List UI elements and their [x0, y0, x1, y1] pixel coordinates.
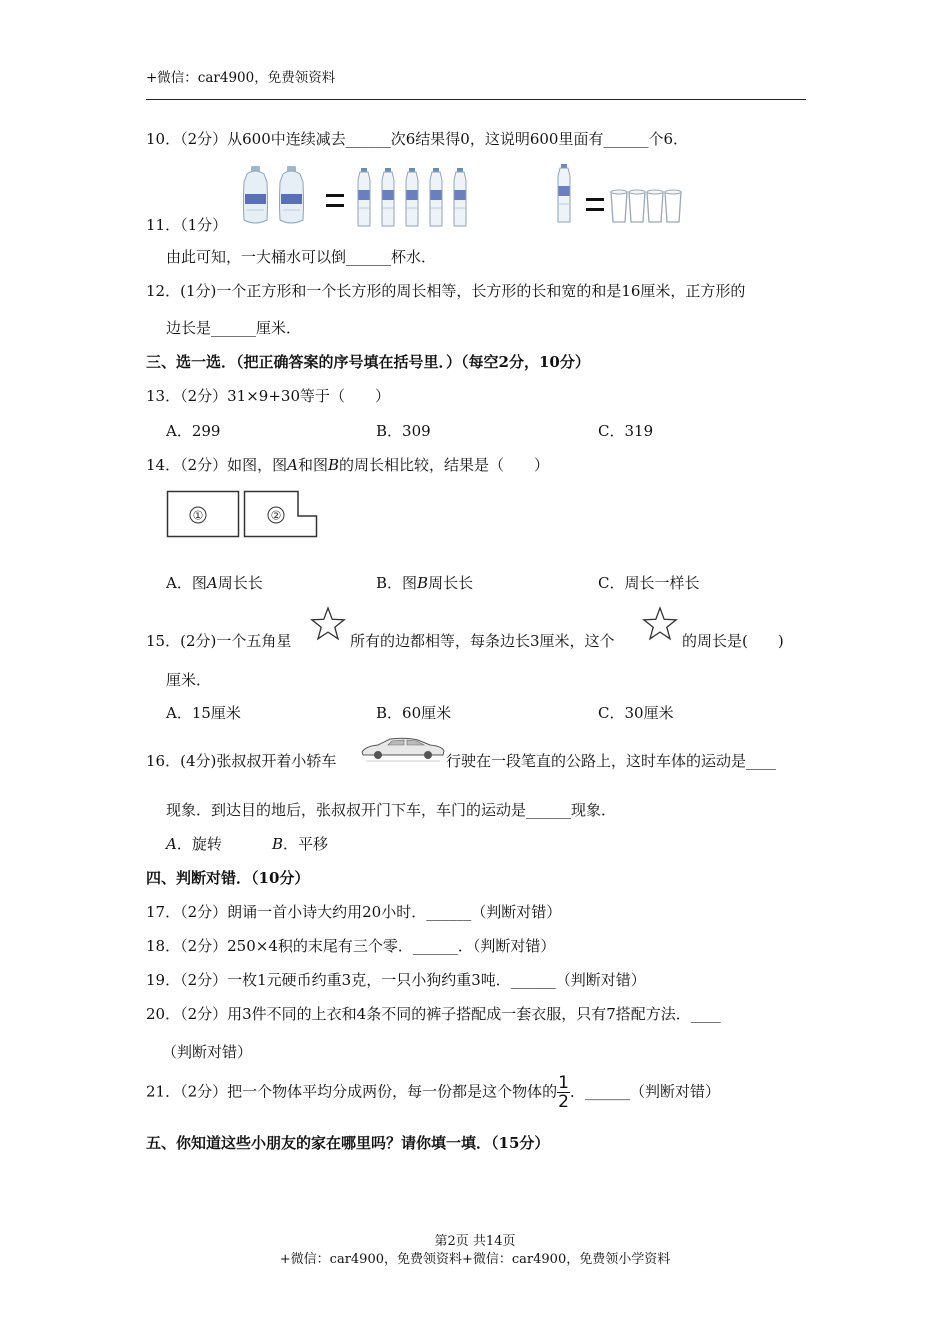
- option-text: ．平移: [283, 835, 329, 853]
- star-icon: [642, 606, 678, 642]
- question-15-option-b: B．60厘米: [376, 704, 452, 722]
- question-20-line1: 20．（2分）用3件不同的上衣和4条不同的裤子搭配成一套衣服，只有7搭配方法．____: [146, 1005, 721, 1023]
- question-18: 18．（2分）250×4积的末尾有三个零．______．（判断对错）: [146, 937, 556, 955]
- question-12-line1: 12．(1分)一个正方形和一个长方形的周长相等，长方形的长和宽的和是16厘米，正方形的: [146, 282, 746, 300]
- fraction-numerator: 1: [558, 1073, 569, 1093]
- water-bottles-figure: [240, 160, 690, 228]
- variable-b: B: [417, 574, 429, 592]
- option-text: A．图: [166, 574, 207, 592]
- star-icon: [310, 606, 346, 642]
- perimeter-figures: [166, 490, 320, 540]
- equals-icon: [586, 198, 604, 211]
- question-11-label: 11．（1分）: [146, 216, 228, 234]
- cup-icon: [665, 190, 681, 222]
- figure-b-label: ②: [270, 508, 282, 523]
- small-bottle-icon: [382, 168, 394, 226]
- question-16-part2: 行驶在一段笔直的公路上，这时车体的运动是____: [446, 752, 777, 770]
- question-13-option-a: A．299: [166, 422, 221, 440]
- question-15-line2: 厘米．: [166, 671, 212, 689]
- fraction-one-half: [557, 1074, 570, 1111]
- cup-icon: [629, 190, 645, 222]
- question-16-part1: 16．(4分)张叔叔开着小轿车: [146, 752, 337, 770]
- question-15-part1: 15．(2分)一个五角星: [146, 632, 292, 650]
- small-bottle-icon: [406, 168, 418, 226]
- question-11-line2: 由此可知，一大桶水可以倒______杯水．: [166, 248, 437, 266]
- fraction-denominator: 2: [558, 1092, 569, 1112]
- question-14: [146, 454, 549, 475]
- option-letter: B: [272, 835, 284, 853]
- question-14-option-c: C．周长一样长: [598, 574, 700, 592]
- question-15-part3: 的周长是( ): [682, 632, 784, 650]
- option-text: 周长长: [217, 574, 263, 592]
- question-21-text: ．______（判断对错）: [569, 1082, 720, 1101]
- question-19: 19．（2分）一枚1元硬币约重3克，一只小狗约重3吨．______（判断对错）: [146, 971, 646, 989]
- section-4-title: 四、判断对错．（10分）: [146, 869, 310, 887]
- question-21: [146, 1074, 720, 1111]
- small-bottle-icon: [454, 168, 466, 226]
- question-14-text: 和图: [297, 456, 328, 474]
- question-12-line2: 边长是______厘米．: [166, 319, 302, 337]
- car-icon: [360, 736, 446, 764]
- header-rule: [146, 99, 806, 100]
- question-17: 17．（2分）朗诵一首小诗大约用20小时．______（判断对错）: [146, 903, 562, 921]
- question-10: 10．（2分）从600中连续减去______次6结果得0，这说明600里面有______个6．: [146, 130, 689, 148]
- question-15-part2: 所有的边都相等，每条边长3厘米，这个: [350, 632, 615, 650]
- section-3-title: 三、选一选．（把正确答案的序号填在括号里．）（每空2分，10分）: [146, 353, 590, 371]
- page-number: 第2页 共14页: [434, 1234, 516, 1249]
- variable-b: B: [328, 456, 340, 474]
- small-bottle-icon: [430, 168, 442, 226]
- big-jug-icon: [280, 166, 304, 223]
- question-14-text: 的周长相比较，结果是（ ）: [339, 456, 550, 474]
- big-jug-icon: [244, 166, 268, 223]
- small-bottle-icon: [558, 164, 570, 222]
- question-13: 13．（2分）31×9+30等于（ ）: [146, 387, 390, 405]
- question-14-text: 14．（2分）如图，图: [146, 456, 288, 474]
- option-letter: A: [166, 835, 177, 853]
- question-14-option-a: [166, 572, 263, 593]
- question-15-option-c: C．30厘米: [598, 704, 674, 722]
- question-15-option-a: A．15厘米: [166, 704, 241, 722]
- question-13-option-c: C．319: [598, 422, 654, 440]
- header-watermark: +微信：car4900，免费领资料: [146, 70, 336, 86]
- question-16-line2: 现象．到达目的地后，张叔叔开门下车，车门的运动是______现象．: [166, 801, 617, 819]
- question-16-option-a: [166, 833, 222, 854]
- figure-a-label: ①: [192, 508, 204, 523]
- question-20-line2: （判断对错）: [162, 1043, 253, 1061]
- question-13-option-b: B．309: [376, 422, 431, 440]
- footer-watermark: +微信：car4900，免费领资料+微信：car4900，免费领小学资料: [279, 1252, 671, 1267]
- question-16-option-b: [272, 833, 328, 854]
- cup-icon: [611, 190, 627, 222]
- option-text: B．图: [376, 574, 418, 592]
- cup-icon: [647, 190, 663, 222]
- small-bottle-icon: [358, 168, 370, 226]
- equals-icon: [326, 194, 344, 207]
- question-14-option-b: [376, 572, 473, 593]
- option-text: ．旋转: [176, 835, 222, 853]
- section-5-title: 五、你知道这些小朋友的家在哪里吗？请你填一填．（15分）: [146, 1134, 550, 1152]
- variable-a: A: [287, 456, 298, 474]
- question-21-text: 21．（2分）把一个物体平均分成两份，每一份都是这个物体的: [146, 1082, 558, 1101]
- variable-a: A: [206, 574, 218, 592]
- option-text: 周长长: [428, 574, 474, 592]
